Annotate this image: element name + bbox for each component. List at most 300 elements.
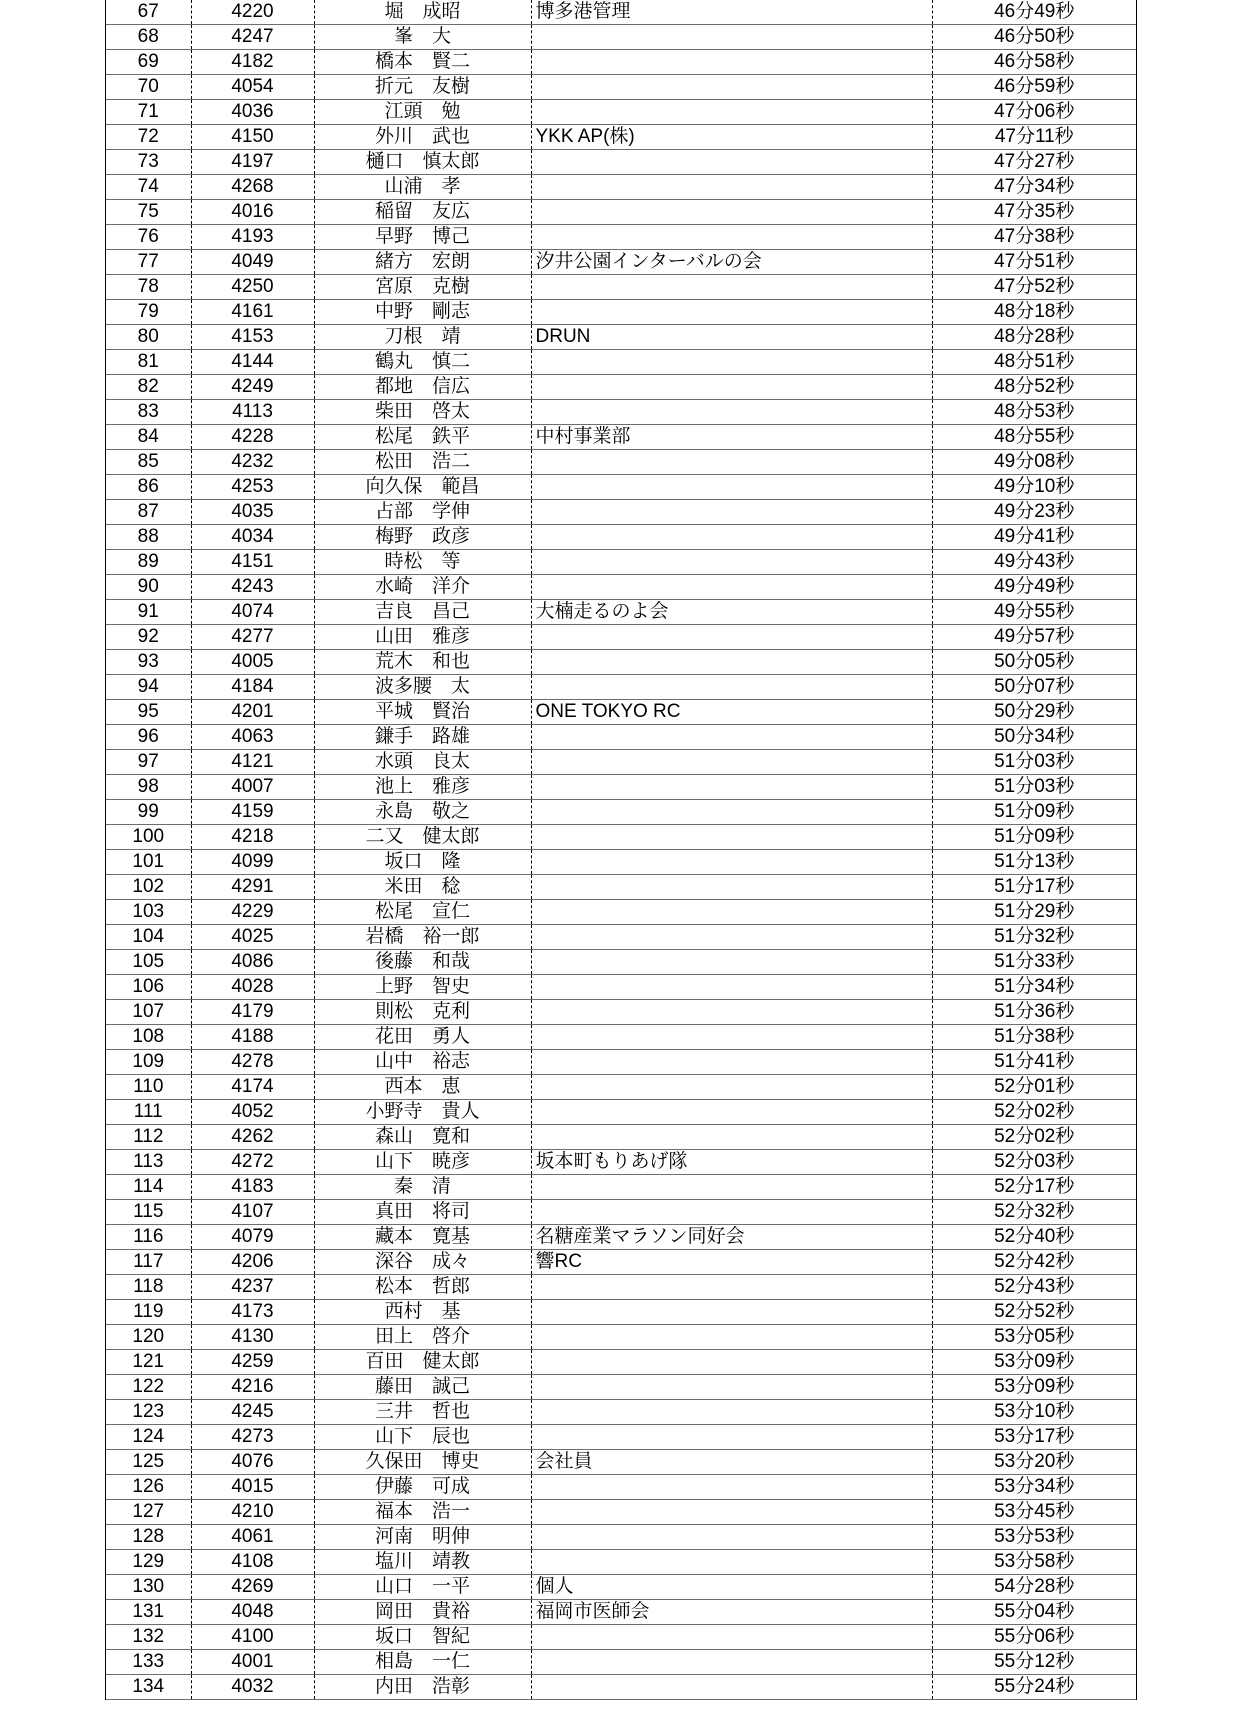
name-cell: 早野 博己: [314, 225, 531, 250]
bib-cell: 4220: [191, 0, 314, 25]
time-cell: 47分52秒: [932, 275, 1136, 300]
time-cell: 46分50秒: [932, 25, 1136, 50]
team-cell: [531, 375, 932, 400]
table-row: [106, 1200, 1136, 1225]
name-cell: 樋口 慎太郎: [314, 150, 531, 175]
bib-cell: 4179: [191, 1000, 314, 1025]
bib-cell: 4159: [191, 800, 314, 825]
time-cell: 48分52秒: [932, 375, 1136, 400]
table-row: [106, 175, 1136, 200]
table-row: [106, 1250, 1136, 1275]
bib-cell: 4016: [191, 200, 314, 225]
table-row: [106, 1500, 1136, 1525]
rank-cell: 91: [106, 600, 191, 625]
bib-cell: 4193: [191, 225, 314, 250]
name-cell: 内田 浩彰: [314, 1675, 531, 1700]
team-cell: [531, 150, 932, 175]
team-cell: [531, 675, 932, 700]
team-cell: [531, 1000, 932, 1025]
rank-cell: 118: [106, 1275, 191, 1300]
rank-cell: 111: [106, 1100, 191, 1125]
time-cell: 47分06秒: [932, 100, 1136, 125]
bib-cell: 4063: [191, 725, 314, 750]
rank-cell: 115: [106, 1200, 191, 1225]
name-cell: 鎌手 路雄: [314, 725, 531, 750]
rank-cell: 94: [106, 675, 191, 700]
rank-cell: 131: [106, 1600, 191, 1625]
name-cell: 永島 敬之: [314, 800, 531, 825]
rank-cell: 121: [106, 1350, 191, 1375]
bib-cell: 4032: [191, 1675, 314, 1700]
time-cell: 53分09秒: [932, 1375, 1136, 1400]
bib-cell: 4228: [191, 425, 314, 450]
bib-cell: 4184: [191, 675, 314, 700]
team-cell: 福岡市医師会: [531, 1600, 932, 1625]
name-cell: 藤田 誠己: [314, 1375, 531, 1400]
results-table: [106, 0, 1136, 1700]
time-cell: 52分02秒: [932, 1100, 1136, 1125]
name-cell: 外川 武也: [314, 125, 531, 150]
team-cell: [531, 1500, 932, 1525]
team-cell: [531, 975, 932, 1000]
team-cell: [531, 925, 932, 950]
rank-cell: 97: [106, 750, 191, 775]
time-cell: 50分07秒: [932, 675, 1136, 700]
team-cell: [531, 1100, 932, 1125]
table-row: [106, 1550, 1136, 1575]
name-cell: 平城 賢治: [314, 700, 531, 725]
bib-cell: 4151: [191, 550, 314, 575]
time-cell: 53分53秒: [932, 1525, 1136, 1550]
name-cell: 宮原 克樹: [314, 275, 531, 300]
name-cell: 緒方 宏朗: [314, 250, 531, 275]
rank-cell: 70: [106, 75, 191, 100]
time-cell: 52分40秒: [932, 1225, 1136, 1250]
time-cell: 48分28秒: [932, 325, 1136, 350]
bib-cell: 4074: [191, 600, 314, 625]
results-sheet: [105, 0, 1137, 1700]
name-cell: 橋本 賢二: [314, 50, 531, 75]
table-row: [106, 650, 1136, 675]
table-row: [106, 1100, 1136, 1125]
table-row: [106, 950, 1136, 975]
time-cell: 51分03秒: [932, 775, 1136, 800]
name-cell: 池上 雅彦: [314, 775, 531, 800]
rank-cell: 114: [106, 1175, 191, 1200]
bib-cell: 4028: [191, 975, 314, 1000]
rank-cell: 77: [106, 250, 191, 275]
name-cell: 松田 浩二: [314, 450, 531, 475]
team-cell: [531, 200, 932, 225]
time-cell: 49分08秒: [932, 450, 1136, 475]
table-row: [106, 150, 1136, 175]
table-row: [106, 600, 1136, 625]
team-cell: [531, 850, 932, 875]
name-cell: 時松 等: [314, 550, 531, 575]
rank-cell: 82: [106, 375, 191, 400]
time-cell: 51分33秒: [932, 950, 1136, 975]
rank-cell: 132: [106, 1625, 191, 1650]
time-cell: 47分34秒: [932, 175, 1136, 200]
bib-cell: 4150: [191, 125, 314, 150]
bib-cell: 4144: [191, 350, 314, 375]
team-cell: [531, 1650, 932, 1675]
table-row: [106, 1075, 1136, 1100]
name-cell: 後藤 和哉: [314, 950, 531, 975]
name-cell: 則松 克利: [314, 1000, 531, 1025]
team-cell: [531, 25, 932, 50]
bib-cell: 4268: [191, 175, 314, 200]
rank-cell: 81: [106, 350, 191, 375]
table-row: [106, 700, 1136, 725]
team-cell: [531, 225, 932, 250]
time-cell: 49分55秒: [932, 600, 1136, 625]
bib-cell: 4007: [191, 775, 314, 800]
team-cell: [531, 650, 932, 675]
name-cell: 百田 健太郎: [314, 1350, 531, 1375]
team-cell: [531, 350, 932, 375]
team-cell: [531, 75, 932, 100]
rank-cell: 119: [106, 1300, 191, 1325]
name-cell: 伊藤 可成: [314, 1475, 531, 1500]
team-cell: [531, 725, 932, 750]
name-cell: 花田 勇人: [314, 1025, 531, 1050]
name-cell: 峯 大: [314, 25, 531, 50]
table-row: [106, 350, 1136, 375]
table-row: [106, 1325, 1136, 1350]
bib-cell: 4076: [191, 1450, 314, 1475]
table-row: [106, 1675, 1136, 1700]
team-cell: [531, 625, 932, 650]
name-cell: 松本 哲郎: [314, 1275, 531, 1300]
bib-cell: 4237: [191, 1275, 314, 1300]
bib-cell: 4107: [191, 1200, 314, 1225]
table-row: [106, 250, 1136, 275]
rank-cell: 84: [106, 425, 191, 450]
table-row: [106, 1050, 1136, 1075]
name-cell: 福本 浩一: [314, 1500, 531, 1525]
rank-cell: 134: [106, 1675, 191, 1700]
bib-cell: 4025: [191, 925, 314, 950]
rank-cell: 72: [106, 125, 191, 150]
team-cell: [531, 800, 932, 825]
name-cell: 刀根 靖: [314, 325, 531, 350]
team-cell: [531, 450, 932, 475]
time-cell: 54分28秒: [932, 1575, 1136, 1600]
time-cell: 49分43秒: [932, 550, 1136, 575]
rank-cell: 110: [106, 1075, 191, 1100]
team-cell: [531, 1175, 932, 1200]
team-cell: ONE TOKYO RC: [531, 700, 932, 725]
time-cell: 49分57秒: [932, 625, 1136, 650]
rank-cell: 103: [106, 900, 191, 925]
bib-cell: 4161: [191, 300, 314, 325]
time-cell: 48分53秒: [932, 400, 1136, 425]
bib-cell: 4197: [191, 150, 314, 175]
table-row: [106, 125, 1136, 150]
name-cell: 西本 恵: [314, 1075, 531, 1100]
time-cell: 51分41秒: [932, 1050, 1136, 1075]
rank-cell: 125: [106, 1450, 191, 1475]
team-cell: [531, 500, 932, 525]
name-cell: 塩川 靖教: [314, 1550, 531, 1575]
rank-cell: 105: [106, 950, 191, 975]
table-row: [106, 25, 1136, 50]
team-cell: [531, 1300, 932, 1325]
team-cell: [531, 175, 932, 200]
table-row: [106, 725, 1136, 750]
table-row: [106, 1000, 1136, 1025]
team-cell: [531, 100, 932, 125]
bib-cell: 4249: [191, 375, 314, 400]
bib-cell: 4183: [191, 1175, 314, 1200]
time-cell: 47分51秒: [932, 250, 1136, 275]
name-cell: 都地 信広: [314, 375, 531, 400]
rank-cell: 112: [106, 1125, 191, 1150]
results-body: [106, 0, 1136, 1700]
time-cell: 51分34秒: [932, 975, 1136, 1000]
bib-cell: 4108: [191, 1550, 314, 1575]
rank-cell: 83: [106, 400, 191, 425]
rank-cell: 106: [106, 975, 191, 1000]
name-cell: 折元 友樹: [314, 75, 531, 100]
team-cell: [531, 1550, 932, 1575]
bib-cell: 4052: [191, 1100, 314, 1125]
rank-cell: 69: [106, 50, 191, 75]
table-row: [106, 675, 1136, 700]
name-cell: 深谷 成々: [314, 1250, 531, 1275]
team-cell: DRUN: [531, 325, 932, 350]
table-row: [106, 1025, 1136, 1050]
rank-cell: 130: [106, 1575, 191, 1600]
bib-cell: 4259: [191, 1350, 314, 1375]
time-cell: 51分17秒: [932, 875, 1136, 900]
rank-cell: 129: [106, 1550, 191, 1575]
name-cell: 水頭 良太: [314, 750, 531, 775]
rank-cell: 123: [106, 1400, 191, 1425]
rank-cell: 73: [106, 150, 191, 175]
time-cell: 50分29秒: [932, 700, 1136, 725]
time-cell: 47分27秒: [932, 150, 1136, 175]
time-cell: 50分34秒: [932, 725, 1136, 750]
name-cell: 米田 稔: [314, 875, 531, 900]
team-cell: [531, 950, 932, 975]
name-cell: 坂口 隆: [314, 850, 531, 875]
name-cell: 向久保 範昌: [314, 475, 531, 500]
name-cell: 山下 暁彦: [314, 1150, 531, 1175]
rank-cell: 133: [106, 1650, 191, 1675]
team-cell: [531, 1200, 932, 1225]
team-cell: [531, 550, 932, 575]
bib-cell: 4243: [191, 575, 314, 600]
team-cell: YKK AP(株): [531, 125, 932, 150]
bib-cell: 4130: [191, 1325, 314, 1350]
table-row: [106, 1300, 1136, 1325]
name-cell: 柴田 啓太: [314, 400, 531, 425]
bib-cell: 4049: [191, 250, 314, 275]
name-cell: 藏本 寛基: [314, 1225, 531, 1250]
table-row: [106, 1375, 1136, 1400]
bib-cell: 4035: [191, 500, 314, 525]
bib-cell: 4100: [191, 1625, 314, 1650]
rank-cell: 87: [106, 500, 191, 525]
bib-cell: 4206: [191, 1250, 314, 1275]
team-cell: 名糖産業マラソン同好会: [531, 1225, 932, 1250]
bib-cell: 4247: [191, 25, 314, 50]
team-cell: [531, 1375, 932, 1400]
time-cell: 46分49秒: [932, 0, 1136, 25]
time-cell: 49分23秒: [932, 500, 1136, 525]
bib-cell: 4210: [191, 1500, 314, 1525]
rank-cell: 101: [106, 850, 191, 875]
table-row: [106, 375, 1136, 400]
rank-cell: 98: [106, 775, 191, 800]
name-cell: 堀 成昭: [314, 0, 531, 25]
rank-cell: 95: [106, 700, 191, 725]
bib-cell: 4232: [191, 450, 314, 475]
name-cell: 荒木 和也: [314, 650, 531, 675]
name-cell: 三井 哲也: [314, 1400, 531, 1425]
bib-cell: 4278: [191, 1050, 314, 1075]
time-cell: 51分29秒: [932, 900, 1136, 925]
rank-cell: 88: [106, 525, 191, 550]
time-cell: 52分03秒: [932, 1150, 1136, 1175]
table-row: [106, 1650, 1136, 1675]
rank-cell: 89: [106, 550, 191, 575]
table-row: [106, 875, 1136, 900]
name-cell: 久保田 博史: [314, 1450, 531, 1475]
table-row: [106, 425, 1136, 450]
bib-cell: 4048: [191, 1600, 314, 1625]
name-cell: 坂口 智紀: [314, 1625, 531, 1650]
time-cell: 52分02秒: [932, 1125, 1136, 1150]
team-cell: [531, 1675, 932, 1700]
table-row: [106, 325, 1136, 350]
bib-cell: 4273: [191, 1425, 314, 1450]
rank-cell: 78: [106, 275, 191, 300]
time-cell: 53分34秒: [932, 1475, 1136, 1500]
table-row: [106, 1225, 1136, 1250]
team-cell: [531, 900, 932, 925]
name-cell: 岩橋 裕一郎: [314, 925, 531, 950]
rank-cell: 68: [106, 25, 191, 50]
time-cell: 55分24秒: [932, 1675, 1136, 1700]
rank-cell: 107: [106, 1000, 191, 1025]
table-row: [106, 1475, 1136, 1500]
team-cell: 大楠走るのよ会: [531, 600, 932, 625]
table-row: [106, 1150, 1136, 1175]
rank-cell: 85: [106, 450, 191, 475]
table-row: [106, 1350, 1136, 1375]
table-row: [106, 1600, 1136, 1625]
name-cell: 河南 明伸: [314, 1525, 531, 1550]
name-cell: 中野 剛志: [314, 300, 531, 325]
team-cell: [531, 1275, 932, 1300]
rank-cell: 104: [106, 925, 191, 950]
name-cell: 西村 基: [314, 1300, 531, 1325]
time-cell: 47分11秒: [932, 125, 1136, 150]
time-cell: 51分13秒: [932, 850, 1136, 875]
team-cell: [531, 525, 932, 550]
time-cell: 49分10秒: [932, 475, 1136, 500]
team-cell: [531, 750, 932, 775]
table-row: [106, 925, 1136, 950]
rank-cell: 109: [106, 1050, 191, 1075]
rank-cell: 92: [106, 625, 191, 650]
time-cell: 47分35秒: [932, 200, 1136, 225]
team-cell: [531, 50, 932, 75]
bib-cell: 4036: [191, 100, 314, 125]
table-row: [106, 1175, 1136, 1200]
team-cell: [531, 1350, 932, 1375]
rank-cell: 76: [106, 225, 191, 250]
team-cell: [531, 1075, 932, 1100]
bib-cell: 4153: [191, 325, 314, 350]
name-cell: 江頭 勉: [314, 100, 531, 125]
bib-cell: 4113: [191, 400, 314, 425]
table-row: [106, 900, 1136, 925]
bib-cell: 4269: [191, 1575, 314, 1600]
time-cell: 55分04秒: [932, 1600, 1136, 1625]
table-row: [106, 1575, 1136, 1600]
name-cell: 山中 裕志: [314, 1050, 531, 1075]
bib-cell: 4174: [191, 1075, 314, 1100]
team-cell: [531, 275, 932, 300]
bib-cell: 4121: [191, 750, 314, 775]
time-cell: 51分38秒: [932, 1025, 1136, 1050]
rank-cell: 93: [106, 650, 191, 675]
rank-cell: 75: [106, 200, 191, 225]
team-cell: [531, 575, 932, 600]
rank-cell: 128: [106, 1525, 191, 1550]
name-cell: 森山 寛和: [314, 1125, 531, 1150]
time-cell: 49分41秒: [932, 525, 1136, 550]
bib-cell: 4262: [191, 1125, 314, 1150]
bib-cell: 4099: [191, 850, 314, 875]
bib-cell: 4173: [191, 1300, 314, 1325]
rank-cell: 126: [106, 1475, 191, 1500]
bib-cell: 4291: [191, 875, 314, 900]
rank-cell: 74: [106, 175, 191, 200]
team-cell: [531, 475, 932, 500]
team-cell: [531, 1400, 932, 1425]
name-cell: 梅野 政彦: [314, 525, 531, 550]
time-cell: 53分58秒: [932, 1550, 1136, 1575]
team-cell: [531, 1525, 932, 1550]
team-cell: 坂本町もりあげ隊: [531, 1150, 932, 1175]
time-cell: 48分55秒: [932, 425, 1136, 450]
bib-cell: 4061: [191, 1525, 314, 1550]
rank-cell: 99: [106, 800, 191, 825]
team-cell: 汐井公園インターバルの会: [531, 250, 932, 275]
table-row: [106, 575, 1136, 600]
team-cell: [531, 775, 932, 800]
time-cell: 53分17秒: [932, 1425, 1136, 1450]
name-cell: 松尾 宣仁: [314, 900, 531, 925]
name-cell: 田上 啓介: [314, 1325, 531, 1350]
table-row: [106, 525, 1136, 550]
table-row: [106, 225, 1136, 250]
name-cell: 松尾 鉄平: [314, 425, 531, 450]
team-cell: 会社員: [531, 1450, 932, 1475]
rank-cell: 127: [106, 1500, 191, 1525]
time-cell: 55分06秒: [932, 1625, 1136, 1650]
bib-cell: 4086: [191, 950, 314, 975]
name-cell: 占部 学伸: [314, 500, 531, 525]
table-row: [106, 800, 1136, 825]
table-row: [106, 50, 1136, 75]
bib-cell: 4272: [191, 1150, 314, 1175]
